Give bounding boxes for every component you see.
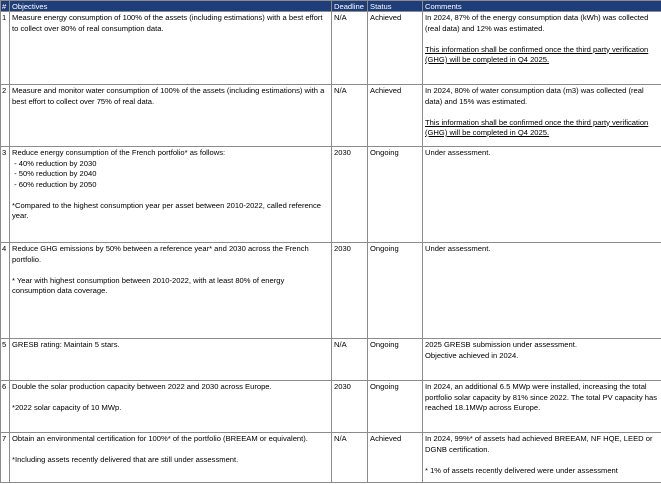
deadline-cell: 2030 [332,243,368,339]
deadline-cell: N/A [332,433,368,483]
comment-cell [423,339,661,381]
header-row [1,1,661,12]
deadline-cell: N/A [332,339,368,381]
objective-text: Obtain an environmental certification for 100%* of the portfolio (BREEAM or equivalent). [12,434,308,443]
comment-cell [423,147,661,243]
objective-cell [10,381,332,433]
objective-cell [10,433,332,483]
comment-text: Objective achieved in 2024. [425,350,519,360]
objective-text: Measure energy consumption of 100% of the assets (including estimations) with a best effort to collect over 80% of real consumption data. [12,13,323,33]
row-number: 1 [1,12,10,85]
row-number: 5 [1,339,10,381]
comment-footnote: * 1% of assets recently delivered were under assessment [425,465,618,475]
row-number: 7 [1,433,10,483]
table-row [1,12,661,85]
status-cell: Achieved [368,433,423,483]
objective-footnote: *Including assets recently delivered that are still under assessment. [12,455,239,464]
objective-cell [10,12,332,85]
comment-text: In 2024, an additional 6.5 MWp were installed, increasing the total portfolio solar capacity by 81% since 2022. The total PV capacity has reached 18.1MWp across Europe. [425,382,658,412]
comment-text: 2025 GRESB submission under assessment. [425,340,577,349]
comment-cell [423,243,661,339]
row-number: 6 [1,381,10,433]
objective-cell [10,147,332,243]
status-cell: Ongoing [368,339,423,381]
objective-bullet: - 60% reduction by 2050 [12,179,97,189]
objective-text: Reduce energy consumption of the French portfolio* as follows: [12,148,226,157]
objective-footnote: * Year with highest consumption between 2010-2022, with at least 80% of energy consumption data coverage. [12,275,285,295]
objective-text: Double the solar production capacity between 2022 and 2030 across Europe. [12,382,272,391]
deadline-cell: N/A [332,85,368,147]
header-comments: Comments [423,1,661,12]
objective-text: Measure and monitor water consumption of 100% of the assets (including estimations) with a best effort to collect over 75% of real data. [12,86,325,106]
status-cell: Ongoing [368,147,423,243]
objective-text: GRESB rating: Maintain 5 stars. [12,340,120,349]
objective-cell [10,85,332,147]
objective-cell [10,243,332,339]
comment-text: In 2024, 80% of water consumption data (m3) was collected (real data) and 15% was estimated. [425,86,644,106]
deadline-cell: N/A [332,12,368,85]
comment-text: In 2024, 87% of the energy consumption data (kWh) was collected (real data) and 12% was estimated. [425,13,649,33]
comment-text: Under assessment. [425,244,491,253]
objective-footnote: *Compared to the highest consumption year per asset between 2010-2022, called reference year. [12,200,322,220]
objective-bullet: - 40% reduction by 2030 [12,158,97,168]
deadline-cell: 2030 [332,381,368,433]
comment-text: In 2024, 99%* of assets had achieved BREEAM, NF HQE, LEED or DGNB certification. [425,434,653,454]
objective-footnote: *2022 solar capacity of 10 MWp. [12,403,122,412]
status-cell: Ongoing [368,381,423,433]
comment-cell [423,381,661,433]
table-row [1,433,661,483]
row-number: 4 [1,243,10,339]
table-row [1,147,661,243]
status-cell: Ongoing [368,243,423,339]
row-number: 3 [1,147,10,243]
status-cell: Achieved [368,12,423,85]
deadline-cell: 2030 [332,147,368,243]
table-row [1,339,661,381]
header-objectives: Objectives [10,1,332,12]
comment-cell [423,433,661,483]
objective-text: Reduce GHG emissions by 50% between a reference year* and 2030 across the French portfolio. [12,244,309,264]
comment-text: Under assessment. [425,148,491,157]
comment-cell [423,85,661,147]
table-row [1,85,661,147]
header-deadline: Deadline [332,1,368,12]
row-number: 2 [1,85,10,147]
table-row [1,243,661,339]
verification-note: This information shall be confirmed once the third party verification (GHG) will be completed in Q4 2025. [425,44,649,64]
verification-note: This information shall be confirmed once the third party verification (GHG) will be completed in Q4 2025. [425,117,649,137]
table-row [1,381,661,433]
objective-bullet: - 50% reduction by 2040 [12,169,97,178]
comment-cell [423,12,661,85]
header-num: # [1,1,10,12]
objective-cell [10,339,332,381]
status-cell: Achieved [368,85,423,147]
header-status: Status [368,1,423,12]
